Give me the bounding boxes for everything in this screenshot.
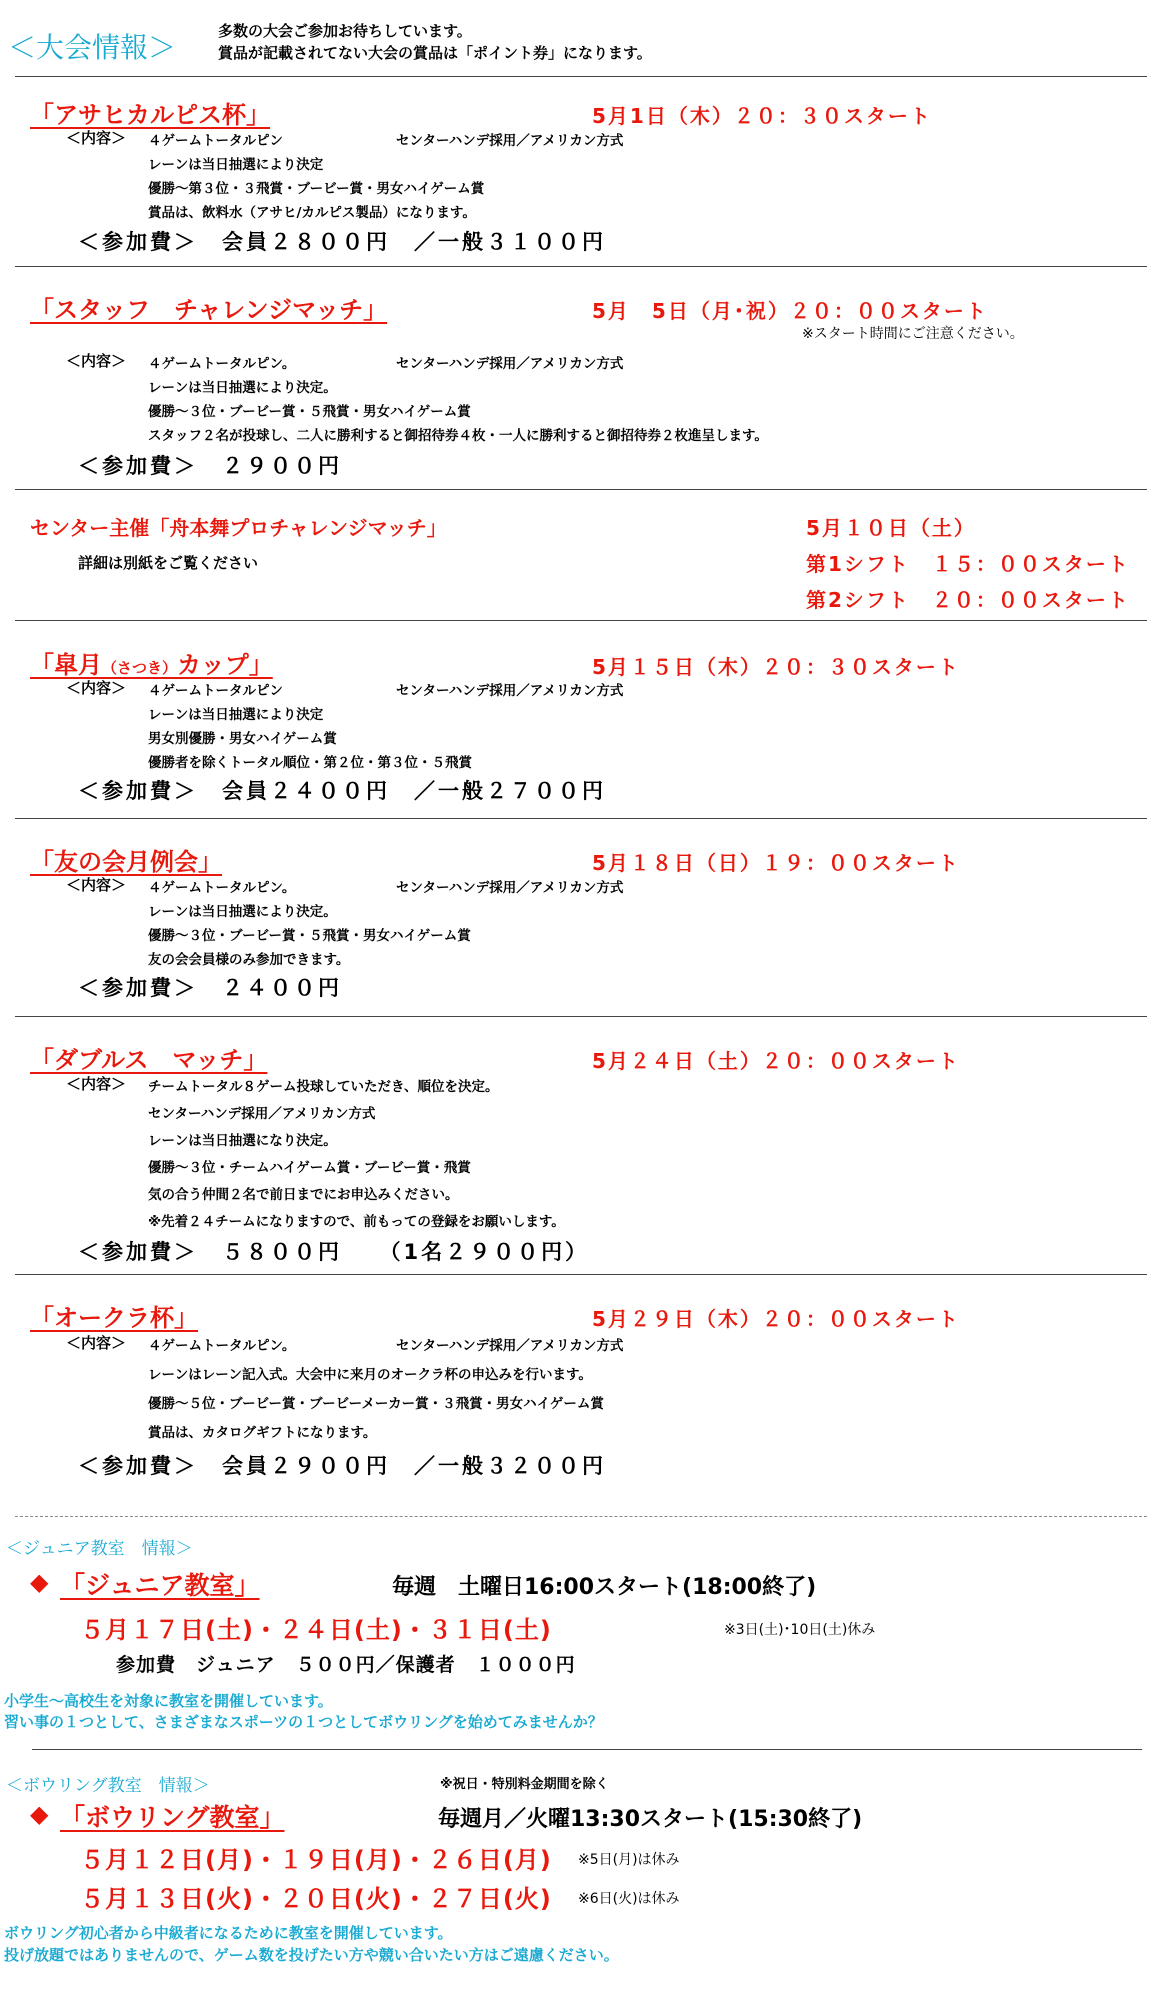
entry-fee: ＜参加費＞ 会員２８００円 ／一般３１００円 xyxy=(78,230,606,254)
event-title-part: カップ」 xyxy=(177,651,273,679)
content-line: 優勝～３位・ブービー賞・５飛賞・男女ハイゲーム賞 xyxy=(148,404,471,420)
event-title: 「アサヒカルピス杯」 xyxy=(30,101,270,129)
event-date: 5月 5日（月･祝）２０：００スタート xyxy=(592,299,988,323)
bowling-title: 「ボウリング教室」 xyxy=(60,1803,285,1832)
content-line: 男女別優勝・男女ハイゲーム賞 xyxy=(148,731,337,747)
content-line-col2: センターハンデ採用／アメリカン方式 xyxy=(396,356,624,372)
content-line: ４ゲームトータルピン xyxy=(148,133,283,149)
junior-desc-2: 習い事の１つとして、さまざまなスポーツの１つとしてボウリングを始めてみませんか？ xyxy=(4,1713,603,1731)
content-line: 友の会会員様のみ参加できます。 xyxy=(148,952,350,968)
divider xyxy=(32,1749,1142,1750)
divider xyxy=(15,620,1147,621)
junior-fee: 参加費 ジュニア ５００円／保護者 １０００円 xyxy=(116,1654,576,1676)
bowling-note-mon: ※5日(月)は休み xyxy=(578,1852,680,1868)
event-title xyxy=(30,645,273,680)
bowling-schedule: 毎週月／火曜13:30スタート(15:30終了) xyxy=(438,1807,863,1832)
content-line: チームトータル８ゲーム投球していただき、順位を決定。 xyxy=(148,1079,499,1095)
content-line: ４ゲームトータルピン xyxy=(148,683,283,699)
content-line: 優勝～３位・チームハイゲーム賞・ブービー賞・飛賞 xyxy=(148,1160,471,1176)
content-line-col2: センターハンデ採用／アメリカン方式 xyxy=(396,1338,624,1354)
content-line: ４ゲームトータルピン。 xyxy=(148,356,296,372)
event-date: 5月１８日（日）１９：００スタート xyxy=(592,851,960,875)
content-label: ＜内容＞ xyxy=(66,1334,127,1352)
diamond-icon: ◆ xyxy=(30,1568,49,1596)
content-line-col2: センターハンデ採用／アメリカン方式 xyxy=(396,880,624,896)
content-label: ＜内容＞ xyxy=(66,876,127,894)
content-label: ＜内容＞ xyxy=(66,1075,127,1093)
content-line: 優勝～第３位・３飛賞・ブービー賞・男女ハイゲーム賞 xyxy=(148,181,485,197)
shift-1: 第1シフト １５：００スタート xyxy=(806,552,1130,576)
content-line: レーンは当日抽選により決定。 xyxy=(148,380,337,396)
event-note: ※スタート時間にご注意ください。 xyxy=(802,326,1024,342)
event-date: 5月２９日（木）２０：００スタート xyxy=(592,1307,960,1331)
content-label: ＜内容＞ xyxy=(66,129,127,147)
content-line: レーンは当日抽選により決定。 xyxy=(148,904,337,920)
content-line: 優勝～５位・ブービー賞・ブービーメーカー賞・３飛賞・男女ハイゲーム賞 xyxy=(148,1396,604,1412)
content-line: ４ゲームトータルピン。 xyxy=(148,1338,296,1354)
event-title: 「ダブルス マッチ」 xyxy=(30,1046,268,1074)
event-title: 「スタッフ チャレンジマッチ」 xyxy=(30,296,388,324)
bowling-note-tue: ※6日(火)は休み xyxy=(578,1891,680,1907)
bowling-heading: ＜ボウリング教室 情報＞ xyxy=(6,1776,210,1796)
event-title-ruby: （さつき） xyxy=(102,659,178,677)
content-line: 賞品は、飲料水（アサヒ/カルピス製品）になります。 xyxy=(148,205,476,221)
bowling-dates-mon: ５月１２日(月)・１９日(月)・２６日(月) xyxy=(80,1846,552,1874)
content-line: ４ゲームトータルピン。 xyxy=(148,880,296,896)
bowling-desc-1: ボウリング初心者から中級者になるために教室を開催しています。 xyxy=(4,1924,453,1942)
content-label: ＜内容＞ xyxy=(66,352,127,370)
divider xyxy=(15,1274,1147,1275)
content-line: スタッフ２名が投球し、二人に勝利すると御招待券４枚・一人に勝利すると御招待券２枚進呈します。 xyxy=(148,428,768,444)
content-line: 優勝～３位・ブービー賞・５飛賞・男女ハイゲーム賞 xyxy=(148,928,471,944)
event-title-part: 「皐月 xyxy=(30,651,102,679)
event-date: 5月1日（木）２０：３０スタート xyxy=(592,104,932,128)
entry-fee: ＜参加費＞ ２９００円 xyxy=(78,454,342,478)
bowling-dates-tue: ５月１３日(火)・２０日(火)・２７日(火) xyxy=(80,1885,552,1913)
event-title: 「オークラ杯」 xyxy=(30,1304,198,1332)
content-line: レーンは当日抽選により決定 xyxy=(148,707,324,723)
divider xyxy=(15,489,1147,490)
content-line-col2: センターハンデ採用／アメリカン方式 xyxy=(396,133,624,149)
event-title: 「友の会月例会」 xyxy=(30,848,222,876)
content-line: レーンは当日抽選になり決定。 xyxy=(148,1133,337,1149)
junior-title: 「ジュニア教室」 xyxy=(60,1571,260,1600)
divider xyxy=(15,266,1147,267)
junior-dates: ５月１７日(土)・２４日(土)・３１日(土) xyxy=(80,1616,552,1644)
divider xyxy=(15,818,1147,819)
header-line-1: 多数の大会ご参加お待ちしています。 xyxy=(218,22,472,40)
content-line: レーンは当日抽選により決定 xyxy=(148,157,324,173)
event-title: センター主催「舟本舞プロチャレンジマッチ」 xyxy=(30,516,447,540)
shift-2: 第2シフト ２０：００スタート xyxy=(806,588,1130,612)
junior-desc-1: 小学生～高校生を対象に教室を開催しています。 xyxy=(4,1692,333,1710)
content-line: センターハンデ採用／アメリカン方式 xyxy=(148,1106,376,1122)
divider xyxy=(15,1016,1147,1017)
diamond-icon: ◆ xyxy=(30,1800,49,1828)
content-line: 賞品は、カタログギフトになります。 xyxy=(148,1425,377,1441)
header-line-2: 賞品が記載されてない大会の賞品は「ポイント券」になります。 xyxy=(218,44,652,62)
content-line: レーンはレーン記入式。大会中に来月のオークラ杯の申込みを行います。 xyxy=(148,1367,592,1383)
event-date: 5月２４日（土）２０：００スタート xyxy=(592,1049,960,1073)
junior-schedule: 毎週 土曜日16:00スタート(18:00終了) xyxy=(392,1575,817,1600)
entry-fee: ＜参加費＞ ５８００円 （1名２９００円） xyxy=(78,1240,590,1264)
page-title: ＜大会情報＞ xyxy=(8,31,177,64)
junior-note: ※3日(土)･10日(土)休み xyxy=(724,1622,876,1638)
bowling-exclude-note: ※祝日・特別料金期間を除く xyxy=(440,1777,609,1792)
divider xyxy=(15,76,1147,77)
section-divider xyxy=(15,1516,1147,1517)
entry-fee: ＜参加費＞ 会員２４００円 ／一般２７００円 xyxy=(78,779,606,803)
entry-fee: ＜参加費＞ 会員２９００円 ／一般３２００円 xyxy=(78,1454,606,1478)
content-line: ※先着２４チームになりますので、前もっての登録をお願いします。 xyxy=(148,1214,565,1230)
bowling-desc-2: 投げ放題ではありませんので、ゲーム数を投げたい方や競い合いたい方はご遠慮ください。 xyxy=(4,1946,619,1964)
event-detail: 詳細は別紙をご覧ください xyxy=(78,554,259,572)
content-line: 気の合う仲間２名で前日までにお申込みください。 xyxy=(148,1187,459,1203)
junior-heading: ＜ジュニア教室 情報＞ xyxy=(6,1539,193,1559)
entry-fee: ＜参加費＞ ２４００円 xyxy=(78,976,342,1000)
event-date: 5月１５日（木）２０：３０スタート xyxy=(592,655,960,679)
content-label: ＜内容＞ xyxy=(66,679,127,697)
event-date: 5月１０日（土） xyxy=(806,516,976,540)
content-line: 優勝者を除くトータル順位・第２位・第３位・５飛賞 xyxy=(148,755,472,771)
content-line-col2: センターハンデ採用／アメリカン方式 xyxy=(396,683,624,699)
